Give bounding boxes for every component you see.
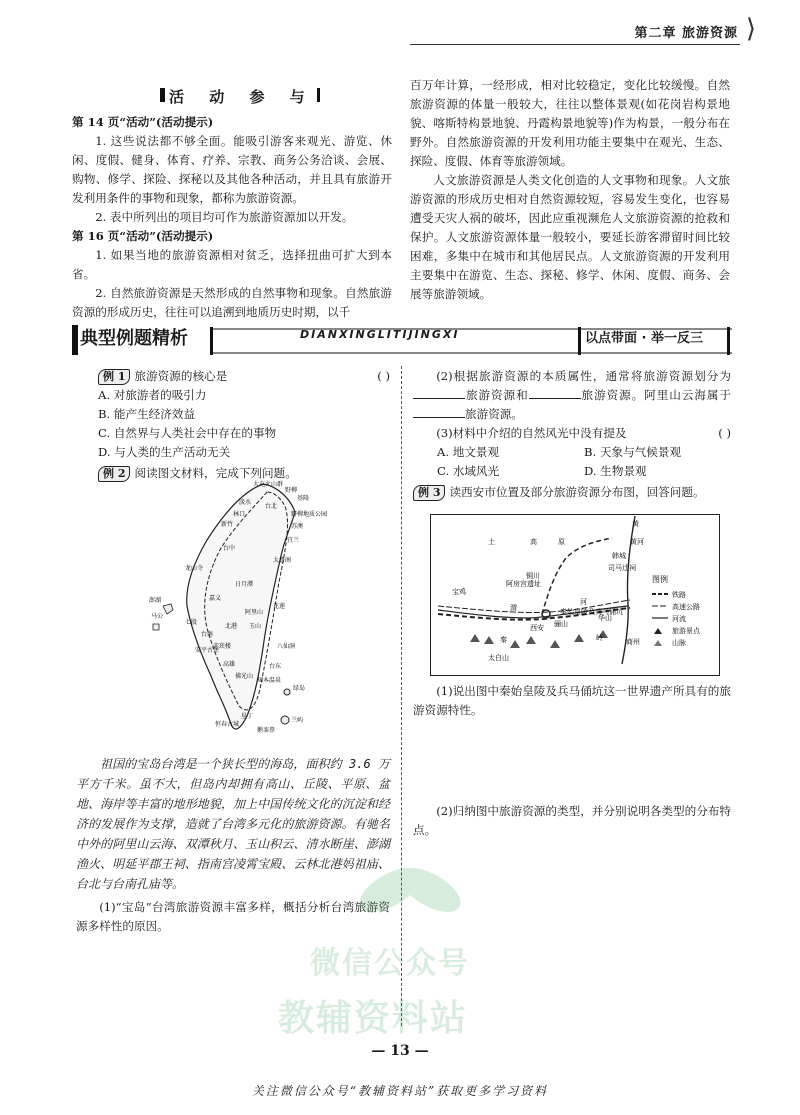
xian-map-label: 河 bbox=[580, 598, 587, 606]
example1-stem: 旅游资源的核心是 bbox=[134, 369, 228, 383]
example2-q3-line bbox=[413, 424, 731, 443]
example2-q2-text4: 旅游资源。 bbox=[465, 407, 523, 421]
xian-map-label: 高 bbox=[530, 538, 537, 546]
taiwan-map-label: 淡水 bbox=[239, 499, 252, 506]
activity-title-mark-right bbox=[317, 88, 320, 102]
example1-option-b: B. 能产生经济效益 bbox=[98, 407, 196, 421]
natural-resource-paragraph: 百万年计算，一经形成，相对比较稳定，变化比较缓慢。自然旅游资源的体量一般较大，往往以整体景观(如花岗岩构景地貌、喀斯特构景地貌、丹霞构景地貌等)作为构景，一般分布在野外。自然旅游资源的开发利用功能主要集中在观光、生态、探险、度假、体育等旅游领域。 bbox=[410, 78, 730, 168]
legend-expressway: 高速公路 bbox=[672, 603, 700, 611]
taiwan-map-label: 新竹 bbox=[221, 521, 234, 528]
p16-item2: 2. 自然旅游资源是天然形成的自然事物和现象。自然旅游资源的形成历史，往往可以追溯到地质历史时期，以千 bbox=[72, 286, 392, 319]
taiwan-map-label: 基隆 bbox=[297, 495, 310, 502]
taiwan-map-label: 佛光山 bbox=[235, 673, 254, 680]
taiwan-map-label: 龙山寺 bbox=[185, 565, 204, 572]
example2-q2-text2: 旅游资源和 bbox=[465, 388, 529, 402]
xian-map-label: 宝鸡 bbox=[452, 588, 466, 596]
taiwan-map-label: 阿里山 bbox=[245, 609, 264, 616]
taiwan-map-label: 台南 bbox=[201, 631, 214, 638]
taiwan-map-label: 安平古堡 bbox=[195, 647, 220, 654]
taiwan-map-label: 野柳 bbox=[285, 487, 298, 494]
example1-answer-paren: ( ) bbox=[377, 369, 390, 383]
example1-option-c: C. 自然界与人类社会中存在的事物 bbox=[98, 426, 277, 440]
example1-option-a: A. 对旅游者的吸引力 bbox=[98, 388, 207, 402]
taiwan-map-label: 嘉义 bbox=[209, 595, 222, 602]
example2-right bbox=[413, 367, 731, 502]
xian-map-label: 司马迁祠 bbox=[608, 564, 636, 572]
xian-map-label: 岭 bbox=[596, 634, 603, 642]
p14-heading: 第 14 页“活动”(活动提示) bbox=[72, 115, 214, 129]
taiwan-map-label: 日月潭 bbox=[235, 581, 254, 588]
banner-slogan: 以点带面 · 举一反三 bbox=[585, 331, 703, 346]
taiwan-map-label: 台北 bbox=[265, 503, 278, 510]
p16-item1: 1. 如果当地的旅游资源相对贫乏，选择扭曲可扩大到本省。 bbox=[72, 248, 392, 281]
taiwan-map-label: 大屯火山群 bbox=[253, 481, 284, 488]
example3-questions bbox=[413, 682, 731, 840]
taiwan-map-label: 玉山 bbox=[249, 623, 262, 630]
legend-scenic-spot: 旅游景点 bbox=[672, 627, 700, 635]
p14-item1: 1. 这些说法都不够全面。能吸引游客来观光、游览、休闲、度假、健身、体育、疗养、宗教、商务公务洽谈、会展、购物、修学、探险、探秘以及其他各种活动，并且具有旅游开发利用条件的事物和现象，都称为旅游资源。 bbox=[72, 134, 392, 205]
xian-map-label: 阿房宫遗址 bbox=[506, 580, 541, 588]
taiwan-map-label: 恒春古城 bbox=[215, 721, 240, 728]
example2-q3: (3)材料中介绍的自然风光中没有提及 bbox=[436, 426, 627, 440]
watermark bbox=[278, 840, 530, 1040]
taiwan-map-label: 太鲁阁 bbox=[273, 557, 292, 564]
example2-q2-text1: (2)根据旅游资源的本质属性，通常将旅游资源划分为 bbox=[436, 369, 731, 383]
q3-option-d: D. 生物景观 bbox=[584, 464, 647, 478]
xian-map-label: 秦 bbox=[500, 636, 507, 644]
example1-option-d: D. 与人类的生产活动无关 bbox=[98, 445, 231, 459]
activity-title-text: 活 动 参 与 bbox=[169, 88, 315, 106]
taiwan-map-label: 北港 bbox=[225, 623, 238, 630]
green-island bbox=[284, 689, 290, 695]
taiwan-map-label: 林口 bbox=[233, 511, 246, 518]
example3-stem: 读西安市位置及部分旅游资源分布图，回答问题。 bbox=[449, 485, 705, 499]
example2-q2-blank3[interactable] bbox=[413, 405, 465, 418]
xian-map-label: 铜川 bbox=[526, 572, 540, 580]
header-bracket: ⟩ bbox=[745, 14, 756, 44]
p16-heading: 第 16 页“活动”(活动提示) bbox=[72, 229, 214, 243]
xian-map bbox=[430, 514, 720, 676]
example3-q1: (1)说出图中秦始皇陵及兵马俑坑这一世界遗产所具有的旅游资源特性。 bbox=[413, 684, 731, 717]
taiwan-map-label: 澎湖 bbox=[149, 597, 162, 604]
running-head: 第二章 旅游资源 bbox=[634, 26, 738, 41]
activity-title-mark-left bbox=[160, 88, 165, 102]
xian-map-label: 太白山 bbox=[488, 654, 509, 662]
example3-q2: (2)归纳图中旅游资源的类型，并分别说明各类型的分布特点。 bbox=[413, 804, 731, 837]
taiwan-map-label: 马公 bbox=[151, 613, 164, 620]
xian-map-label: 商州 bbox=[626, 638, 640, 646]
example2-q3-paren: ( ) bbox=[718, 426, 731, 440]
taiwan-map-label: 七股 bbox=[185, 619, 198, 626]
example2-material: 祖国的宝岛台湾是一个狭长型的海岛，面积约 3.6 万平方千米。虽不大，但岛内却拥有高山、丘陵、平原、盆地、海岸等丰富的地形地貌，加上中国传统文化的沉淀和经济的发展作为支撑，造就了台湾多元化的旅游资源。有驰名中外的阿里山云海、双潭秋月、玉山积云、清水断崖、澎湖渔火、明延平郡王祠、指南宫凌霄宝殿、云林北港妈祖庙、台北与台南孔庙等。 bbox=[76, 757, 390, 891]
taiwan-map-label: 垦丁 bbox=[241, 713, 254, 720]
xian-map-label: 渭 bbox=[510, 604, 517, 612]
taiwan-map-label: 台中 bbox=[223, 545, 236, 552]
legend-title: 图例 bbox=[652, 575, 668, 584]
example2-q2-blank1[interactable] bbox=[413, 386, 465, 399]
example3-stem-line bbox=[413, 483, 731, 502]
taiwan-map-label: 鹅銮鼻 bbox=[257, 727, 276, 734]
watermark-leaf-icon bbox=[290, 840, 530, 930]
xian-map-label: 黄 bbox=[632, 520, 639, 528]
q3-option-c: C. 水域风光 bbox=[437, 464, 500, 478]
legend-river: 河流 bbox=[672, 615, 686, 623]
example3-tag: 例 3 bbox=[413, 485, 445, 501]
taiwan-map-label: 赤崁楼 bbox=[213, 643, 232, 650]
example2-tag: 例 2 bbox=[98, 466, 130, 482]
taiwan-map-label: 绿岛 bbox=[293, 685, 306, 692]
legend-mountain: 山脉 bbox=[672, 639, 686, 647]
q3-option-a: A. 地文景观 bbox=[437, 445, 500, 459]
xian-map-label: 原 bbox=[558, 538, 565, 546]
activity-title bbox=[160, 86, 320, 107]
cultural-resource-paragraph: 人文旅游资源是人类文化创造的人文事物和现象。人文旅游资源的形成历史相对自然资源较短，容易发生变化，也容易遭受天灾人祸的破坏，因此应重视濒危人文旅游资源的抢救和保护。人文旅游资源体量一般较小，要延长游客滞留时间比较困难，多集中在城市和其他居民点。人文旅游资源的开发利用主要集中在游览、生态、探秘、修学、休闲、度假、商务、会展等旅游领域。 bbox=[410, 173, 730, 301]
example1-tag: 例 1 bbox=[98, 369, 130, 385]
xian-map-label: 土 bbox=[488, 538, 495, 546]
legend-railway: 铁路 bbox=[672, 591, 686, 599]
example1-stem-line bbox=[98, 367, 390, 386]
watermark-line2: 教辅资料站 bbox=[278, 998, 469, 1039]
taiwan-map-label: 知本温泉 bbox=[257, 677, 282, 684]
example2-q3-options bbox=[413, 443, 731, 481]
example2-q2-text3: 旅游资源。阿里山云海属于 bbox=[580, 388, 731, 402]
taiwan-map-label: 兰屿 bbox=[291, 717, 304, 724]
watermark-line1: 微信公众号 bbox=[310, 946, 470, 981]
taiwan-map-label: 八仙洞 bbox=[277, 643, 296, 650]
orchid-island bbox=[281, 716, 289, 724]
example2-stem: 阅读图文材料，完成下列问题。 bbox=[134, 466, 297, 480]
taiwan-map-label: 宜兰 bbox=[287, 537, 300, 544]
taiwan-map bbox=[145, 478, 335, 750]
example1 bbox=[98, 367, 390, 483]
taiwan-map-label: 高雄 bbox=[223, 661, 236, 668]
banner-title: 典型例题精析 bbox=[80, 328, 188, 349]
xian-map-label: 秦始皇陵及兵马俑坑 bbox=[560, 608, 623, 616]
taiwan-map-label: 花莲 bbox=[273, 603, 286, 610]
xian-map-label: 华山 bbox=[598, 614, 612, 622]
right-top-content bbox=[410, 76, 730, 304]
activity-content bbox=[72, 113, 392, 322]
taiwan-map-label: 台东 bbox=[269, 663, 282, 670]
footer-note: 关注微信公众号“教辅资料站”获取更多学习资料 bbox=[251, 1084, 549, 1098]
example2-q1: (1)“宝岛”台湾旅游资源丰富多样，概括分析台湾旅游资源多样性的原因。 bbox=[76, 900, 390, 933]
p14-item2: 2. 表中所列出的项目均可作为旅游资源加以开发。 bbox=[95, 210, 354, 224]
q3-option-b: B. 天象与气候景观 bbox=[584, 445, 682, 459]
example2-q2 bbox=[413, 367, 731, 424]
taiwan-map-label: 苏澳 bbox=[291, 523, 304, 530]
example2-q2-blank2[interactable] bbox=[529, 386, 581, 399]
xian-map-label: 韩城 bbox=[612, 552, 626, 560]
xian-map-label: 骊山 bbox=[554, 620, 568, 628]
taiwan-map-label: 野柳地质公园 bbox=[291, 511, 328, 518]
header-rule bbox=[410, 44, 740, 45]
xian-map-label: 西安 bbox=[530, 624, 544, 632]
xian-map-label: 黄河 bbox=[630, 538, 644, 546]
page-number: — 13 — bbox=[371, 1043, 429, 1059]
banner-pinyin: DIANXINGLITIJINGXI bbox=[300, 328, 460, 341]
